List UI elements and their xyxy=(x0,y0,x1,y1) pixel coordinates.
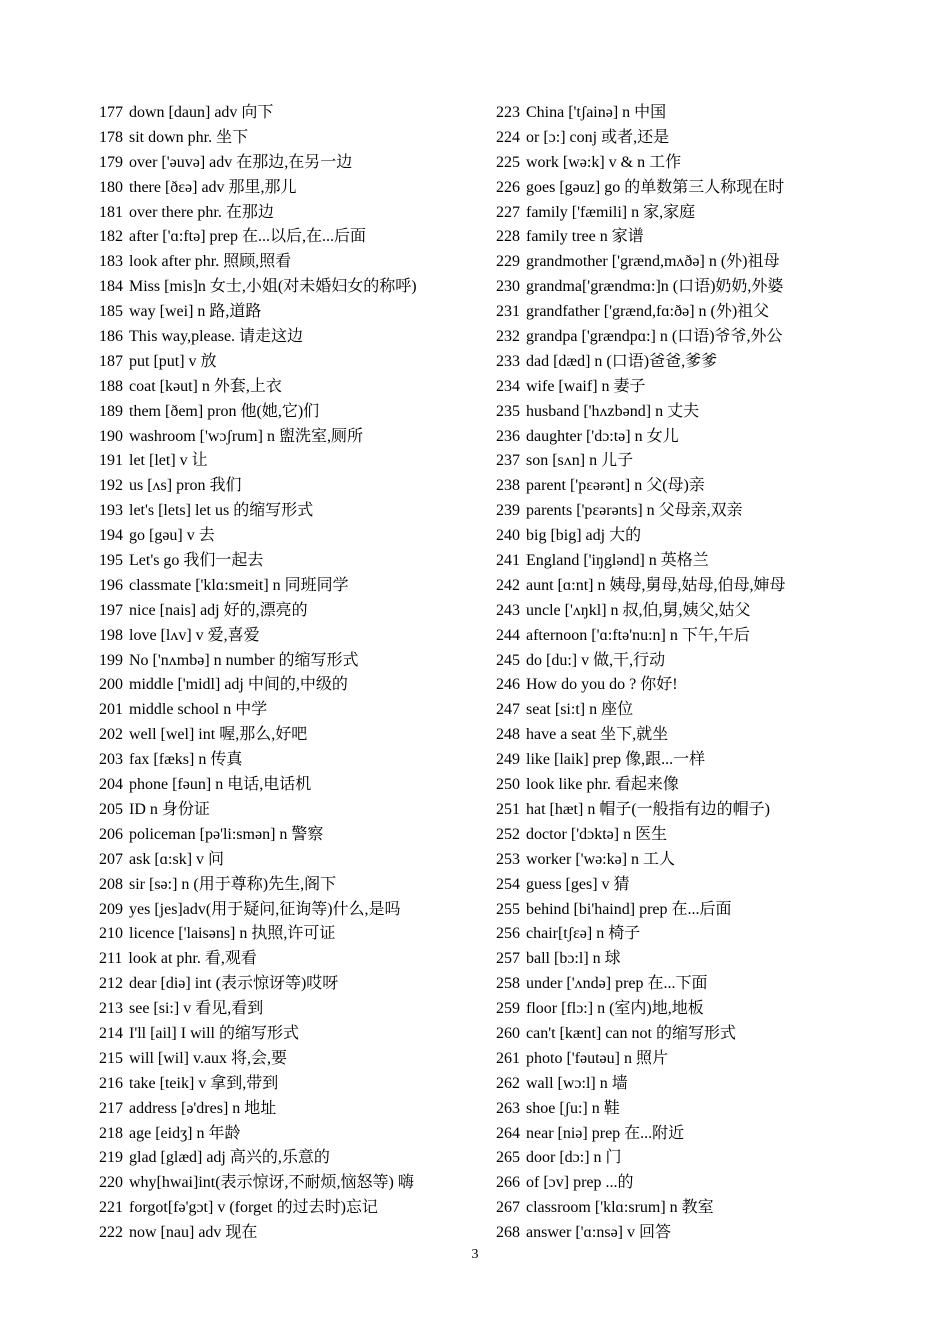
vocab-entry xyxy=(99,400,479,425)
vocab-entry xyxy=(496,922,916,947)
vocab-entry xyxy=(99,873,479,898)
entry-text: Miss [mis]n 女士,小姐(对未婚妇女的称呼) xyxy=(129,278,417,296)
vocab-entry xyxy=(496,649,916,674)
vocab-entry xyxy=(99,723,479,748)
vocab-entry xyxy=(496,375,916,400)
vocab-entry xyxy=(496,1097,916,1122)
vocab-entry xyxy=(496,698,916,723)
vocab-entry xyxy=(496,723,916,748)
vocab-entry xyxy=(99,225,479,250)
vocab-entry xyxy=(99,1022,479,1047)
page-number: 3 xyxy=(471,1247,479,1262)
entry-number: 218 xyxy=(99,1124,123,1142)
entry-number: 214 xyxy=(99,1024,123,1042)
entry-text: can't [kænt] can not 的缩写形式 xyxy=(526,1024,736,1042)
entry-number: 178 xyxy=(99,128,123,146)
entry-text: well [wel] int 喔,那么,好吧 xyxy=(129,726,308,744)
entry-text: door [dɔ:] n 门 xyxy=(526,1149,622,1167)
entry-number: 227 xyxy=(496,203,520,221)
vocab-entry xyxy=(99,1097,479,1122)
entry-text: nice [nais] adj 好的,漂亮的 xyxy=(129,601,308,619)
entry-number: 229 xyxy=(496,253,520,271)
entry-text: daughter ['dɔ:tə] n 女儿 xyxy=(526,427,679,445)
entry-number: 267 xyxy=(496,1199,520,1217)
entry-number: 180 xyxy=(99,178,123,196)
vocab-entry xyxy=(496,1047,916,1072)
vocab-entry xyxy=(99,176,479,201)
entry-number: 262 xyxy=(496,1074,520,1092)
entry-text: love [lʌv] v 爱,喜爱 xyxy=(129,626,260,644)
entry-text: of [ɔv] prep ...的 xyxy=(526,1174,634,1192)
vocab-entry xyxy=(496,748,916,773)
entry-number: 219 xyxy=(99,1149,123,1167)
entry-number: 264 xyxy=(496,1124,520,1142)
entry-number: 247 xyxy=(496,701,520,719)
vocab-entry xyxy=(99,972,479,997)
entry-number: 203 xyxy=(99,751,123,769)
entry-number: 256 xyxy=(496,925,520,943)
entry-text: have a seat 坐下,就坐 xyxy=(526,726,669,744)
entry-number: 207 xyxy=(99,850,123,868)
entry-number: 231 xyxy=(496,303,520,321)
entry-text: ball [bɔ:l] n 球 xyxy=(526,950,621,968)
vocab-entry xyxy=(99,574,479,599)
vocab-entry xyxy=(496,1196,916,1221)
entry-text: behind [bi'haind] prep 在...后面 xyxy=(526,900,732,918)
vocab-entry xyxy=(496,898,916,923)
entry-number: 221 xyxy=(99,1199,123,1217)
entry-text: over there phr. 在那边 xyxy=(129,203,274,221)
entry-number: 195 xyxy=(99,552,123,570)
entry-number: 210 xyxy=(99,925,123,943)
entry-text: address [ə'dres] n 地址 xyxy=(129,1099,277,1117)
vocab-entry xyxy=(496,151,916,176)
vocab-entry xyxy=(496,972,916,997)
entry-text: near [niə] prep 在...附近 xyxy=(526,1124,685,1142)
entry-number: 258 xyxy=(496,975,520,993)
entry-number: 249 xyxy=(496,751,520,769)
entry-text: licence ['laisəns] n 执照,许可证 xyxy=(129,925,336,943)
vocab-entry xyxy=(99,499,479,524)
vocab-entry xyxy=(99,375,479,400)
entry-text: classroom ['klɑ:srum] n 教室 xyxy=(526,1199,714,1217)
vocab-entry xyxy=(496,1072,916,1097)
entry-text: grandma['grændmɑ:]n (口语)奶奶,外婆 xyxy=(526,278,784,296)
vocab-entry xyxy=(496,798,916,823)
vocab-entry xyxy=(496,848,916,873)
entry-text: will [wil] v.aux 将,会,要 xyxy=(129,1049,288,1067)
vocab-entry xyxy=(99,449,479,474)
entry-number: 260 xyxy=(496,1024,520,1042)
entry-text: fax [fæks] n 传真 xyxy=(129,751,243,769)
vocab-entry xyxy=(496,449,916,474)
entry-number: 217 xyxy=(99,1099,123,1117)
vocab-entry xyxy=(496,673,916,698)
entry-number: 192 xyxy=(99,477,123,495)
entry-text: No ['nʌmbə] n number 的缩写形式 xyxy=(129,651,359,669)
entry-number: 235 xyxy=(496,402,520,420)
entry-number: 263 xyxy=(496,1099,520,1117)
vocab-entry xyxy=(99,947,479,972)
entry-text: let [let] v 让 xyxy=(129,452,208,470)
vocab-entry xyxy=(496,524,916,549)
vocab-entry xyxy=(99,1221,479,1246)
entry-number: 189 xyxy=(99,402,123,420)
vocab-entry xyxy=(99,748,479,773)
vocab-entry xyxy=(99,698,479,723)
vocab-entry xyxy=(99,275,479,300)
entry-text: like [laik] prep 像,跟...一样 xyxy=(526,751,706,769)
entry-text: family ['fæmili] n 家,家庭 xyxy=(526,203,696,221)
entry-text: dear [diə] int (表示惊讶等)哎呀 xyxy=(129,975,339,993)
entry-number: 196 xyxy=(99,576,123,594)
entry-number: 255 xyxy=(496,900,520,918)
vocab-entry xyxy=(99,649,479,674)
entry-number: 224 xyxy=(496,128,520,146)
entry-number: 257 xyxy=(496,950,520,968)
right-column xyxy=(496,101,916,1246)
entry-number: 188 xyxy=(99,377,123,395)
entry-text: middle ['midl] adj 中间的,中级的 xyxy=(129,676,348,694)
entry-number: 233 xyxy=(496,352,520,370)
vocab-entry xyxy=(496,176,916,201)
entry-text: son [sʌn] n 儿子 xyxy=(526,452,634,470)
entry-text: parents ['pεərənts] n 父母亲,双亲 xyxy=(526,502,743,520)
entry-text: grandfather ['grænd,fɑ:ðə] n (外)祖父 xyxy=(526,303,770,321)
entry-text: dad [dæd] n (口语)爸爸,爹爹 xyxy=(526,352,718,370)
entry-text: uncle ['ʌŋkl] n 叔,伯,舅,姨父,姑父 xyxy=(526,601,751,619)
vocab-entry xyxy=(496,300,916,325)
entry-number: 181 xyxy=(99,203,123,221)
entry-text: England ['iŋglənd] n 英格兰 xyxy=(526,552,709,570)
entry-text: see [si:] v 看见,看到 xyxy=(129,1000,264,1018)
entry-number: 184 xyxy=(99,278,123,296)
vocab-entry xyxy=(496,773,916,798)
vocab-entry xyxy=(99,1146,479,1171)
vocab-entry xyxy=(99,300,479,325)
entry-text: yes [jes]adv(用于疑问,征询等)什么,是吗 xyxy=(129,900,401,918)
vocab-entry xyxy=(99,922,479,947)
entry-text: wife [waif] n 妻子 xyxy=(526,377,646,395)
entry-number: 254 xyxy=(496,875,520,893)
entry-number: 182 xyxy=(99,228,123,246)
vocab-entry xyxy=(496,599,916,624)
vocab-entry xyxy=(496,400,916,425)
entry-number: 198 xyxy=(99,626,123,644)
entry-text: grandpa ['grændpɑ:] n (口语)爷爷,外公 xyxy=(526,328,783,346)
entry-text: ID n 身份证 xyxy=(129,800,210,818)
vocab-entry xyxy=(99,997,479,1022)
entry-number: 251 xyxy=(496,800,520,818)
vocab-entry xyxy=(99,350,479,375)
entry-number: 183 xyxy=(99,253,123,271)
entry-number: 194 xyxy=(99,527,123,545)
entry-number: 230 xyxy=(496,278,520,296)
entry-text: down [daun] adv 向下 xyxy=(129,104,274,121)
entry-text: work [wə:k] v & n 工作 xyxy=(526,153,682,171)
entry-text: forgot[fə'gɔt] v (forget 的过去时)忘记 xyxy=(129,1199,378,1217)
entry-number: 242 xyxy=(496,576,520,594)
entry-text: policeman [pə'li:smən] n 警察 xyxy=(129,825,324,843)
entry-text: middle school n 中学 xyxy=(129,701,268,719)
entry-text: doctor ['dɔktə] n 医生 xyxy=(526,825,668,843)
entry-text: look like phr. 看起来像 xyxy=(526,776,679,794)
entry-number: 250 xyxy=(496,776,520,794)
vocab-entry xyxy=(496,1171,916,1196)
entry-number: 236 xyxy=(496,427,520,445)
vocab-entry xyxy=(99,848,479,873)
entry-text: age [eidʒ] n 年龄 xyxy=(129,1124,241,1142)
entry-number: 177 xyxy=(99,104,123,121)
entry-number: 197 xyxy=(99,601,123,619)
entry-text: worker ['wə:kə] n 工人 xyxy=(526,850,676,868)
entry-text: ask [ɑ:sk] v 问 xyxy=(129,850,225,868)
vocab-entry xyxy=(99,1171,479,1196)
vocab-entry xyxy=(496,225,916,250)
entry-text: seat [si:t] n 座位 xyxy=(526,701,634,719)
vocab-entry xyxy=(496,350,916,375)
entry-number: 200 xyxy=(99,676,123,694)
entry-text: sit down phr. 坐下 xyxy=(129,128,249,146)
vocab-entry xyxy=(496,499,916,524)
entry-number: 215 xyxy=(99,1049,123,1067)
entry-number: 202 xyxy=(99,726,123,744)
entry-number: 234 xyxy=(496,377,520,395)
entry-text: over ['əuvə] adv 在那边,在另一边 xyxy=(129,153,353,171)
entry-number: 241 xyxy=(496,552,520,570)
vocab-entry xyxy=(496,1221,916,1246)
entry-text: phone [fəun] n 电话,电话机 xyxy=(129,776,312,794)
vocab-entry xyxy=(99,1196,479,1221)
entry-number: 204 xyxy=(99,776,123,794)
entry-number: 191 xyxy=(99,452,123,470)
entry-number: 185 xyxy=(99,303,123,321)
entry-text: shoe [ʃu:] n 鞋 xyxy=(526,1099,620,1117)
entry-text: goes [gəuz] go 的单数第三人称现在时 xyxy=(526,178,785,196)
entry-number: 239 xyxy=(496,502,520,520)
vocab-entry xyxy=(496,549,916,574)
entry-text: look after phr. 照顾,照看 xyxy=(129,253,292,271)
entry-number: 211 xyxy=(99,950,123,968)
vocab-entry xyxy=(99,624,479,649)
entry-text: grandmother ['grænd,mʌðə] n (外)祖母 xyxy=(526,253,780,271)
vocab-entry xyxy=(99,1072,479,1097)
entry-number: 248 xyxy=(496,726,520,744)
entry-number: 252 xyxy=(496,825,520,843)
entry-text: family tree n 家谱 xyxy=(526,228,644,246)
vocab-entry xyxy=(496,823,916,848)
entry-number: 223 xyxy=(496,104,520,121)
vocab-entry xyxy=(496,425,916,450)
entry-text: aunt [ɑ:nt] n 姨母,舅母,姑母,伯母,婶母 xyxy=(526,576,786,594)
vocab-entry xyxy=(496,1022,916,1047)
entry-number: 179 xyxy=(99,153,123,171)
entry-number: 216 xyxy=(99,1074,123,1092)
entry-number: 253 xyxy=(496,850,520,868)
vocab-entry xyxy=(496,325,916,350)
vocab-entry xyxy=(99,549,479,574)
entry-number: 208 xyxy=(99,875,123,893)
entry-number: 190 xyxy=(99,427,123,445)
entry-text: answer ['ɑ:nsə] v 回答 xyxy=(526,1224,671,1242)
entry-number: 205 xyxy=(99,800,123,818)
vocab-entry xyxy=(496,275,916,300)
vocab-entry xyxy=(496,947,916,972)
vocab-entry xyxy=(99,250,479,275)
vocab-entry xyxy=(99,425,479,450)
vocab-entry xyxy=(99,151,479,176)
entry-text: Let's go 我们一起去 xyxy=(129,552,264,570)
entry-number: 243 xyxy=(496,601,520,619)
entry-text: husband ['hʌzbənd] n 丈夫 xyxy=(526,402,700,420)
vocab-entry xyxy=(99,773,479,798)
entry-number: 245 xyxy=(496,651,520,669)
vocab-entry xyxy=(496,873,916,898)
entry-text: This way,please. 请走这边 xyxy=(129,328,304,346)
entry-number: 209 xyxy=(99,900,123,918)
entry-number: 238 xyxy=(496,477,520,495)
entry-number: 265 xyxy=(496,1149,520,1167)
entry-text: under ['ʌndə] prep 在...下面 xyxy=(526,975,708,993)
entry-number: 212 xyxy=(99,975,123,993)
vocab-entry xyxy=(99,1122,479,1147)
entry-number: 266 xyxy=(496,1174,520,1192)
vocab-entry xyxy=(99,126,479,151)
entry-text: How do you do ? 你好! xyxy=(526,676,678,694)
entry-text: floor [flɔ:] n (室内)地,地板 xyxy=(526,1000,704,1018)
entry-text: parent ['pεərənt] n 父(母)亲 xyxy=(526,477,705,495)
entry-text: China ['tʃainə] n 中国 xyxy=(526,104,667,121)
vocab-entry xyxy=(496,201,916,226)
left-column xyxy=(99,101,479,1246)
entry-number: 261 xyxy=(496,1049,520,1067)
entry-text: wall [wɔ:l] n 墙 xyxy=(526,1074,628,1092)
entry-number: 226 xyxy=(496,178,520,196)
vocab-entry xyxy=(496,1146,916,1171)
entry-number: 186 xyxy=(99,328,123,346)
entry-number: 246 xyxy=(496,676,520,694)
entry-text: sir [sə:] n (用于尊称)先生,阁下 xyxy=(129,875,337,893)
vocab-entry xyxy=(99,798,479,823)
entry-number: 237 xyxy=(496,452,520,470)
entry-number: 268 xyxy=(496,1224,520,1242)
entry-text: there [ðεə] adv 那里,那儿 xyxy=(129,178,297,196)
vocab-entry xyxy=(496,101,916,126)
entry-number: 228 xyxy=(496,228,520,246)
entry-text: way [wei] n 路,道路 xyxy=(129,303,262,321)
entry-text: put [put] v 放 xyxy=(129,352,217,370)
entry-number: 199 xyxy=(99,651,123,669)
vocab-entry xyxy=(99,673,479,698)
vocab-entry xyxy=(496,624,916,649)
entry-text: classmate ['klɑ:smeit] n 同班同学 xyxy=(129,576,349,594)
entry-text: hat [hæt] n 帽子(一般指有边的帽子) xyxy=(526,800,770,818)
entry-text: look at phr. 看,观看 xyxy=(128,950,257,968)
vocab-entry xyxy=(496,997,916,1022)
entry-text: chair[tʃεə] n 椅子 xyxy=(526,925,641,943)
entry-number: 259 xyxy=(496,1000,520,1018)
entry-number: 232 xyxy=(496,328,520,346)
vocab-entry xyxy=(496,474,916,499)
vocab-entry xyxy=(496,250,916,275)
entry-text: or [ɔ:] conj 或者,还是 xyxy=(526,128,670,146)
entry-text: take [teik] v 拿到,带到 xyxy=(129,1074,279,1092)
entry-text: photo ['fəutəu] n 照片 xyxy=(526,1049,668,1067)
entry-text: coat [kəut] n 外套,上衣 xyxy=(129,377,282,395)
entry-text: why[hwai]int(表示惊讶,不耐烦,恼怒等) 嗨 xyxy=(129,1174,414,1192)
entry-number: 193 xyxy=(99,502,123,520)
entry-text: after ['ɑ:ftə] prep 在...以后,在...后面 xyxy=(129,228,366,246)
entry-text: big [big] adj 大的 xyxy=(526,527,642,545)
entry-text: guess [ges] v 猜 xyxy=(526,875,630,893)
entry-text: us [ʌs] pron 我们 xyxy=(129,477,242,495)
vocab-entry xyxy=(496,574,916,599)
entry-text: afternoon ['ɑ:ftə'nu:n] n 下午,午后 xyxy=(526,626,750,644)
entry-text: let's [lets] let us 的缩写形式 xyxy=(129,502,314,520)
entry-number: 222 xyxy=(99,1224,123,1242)
vocab-entry xyxy=(99,823,479,848)
entry-number: 220 xyxy=(99,1174,123,1192)
entry-number: 240 xyxy=(496,527,520,545)
entry-text: them [ðem] pron 他(她,它)们 xyxy=(129,402,320,420)
vocab-entry xyxy=(99,201,479,226)
vocab-entry xyxy=(99,101,479,126)
entry-number: 187 xyxy=(99,352,123,370)
entry-text: washroom ['wɔʃrum] n 盥洗室,厕所 xyxy=(129,427,363,445)
entry-text: now [nau] adv 现在 xyxy=(129,1224,258,1242)
entry-number: 213 xyxy=(99,1000,123,1018)
vocab-entry xyxy=(99,599,479,624)
vocab-entry xyxy=(99,474,479,499)
vocab-entry xyxy=(99,524,479,549)
entry-number: 201 xyxy=(99,701,123,719)
vocab-entry xyxy=(99,898,479,923)
entry-number: 225 xyxy=(496,153,520,171)
entry-number: 244 xyxy=(496,626,520,644)
vocab-entry xyxy=(496,126,916,151)
vocab-entry xyxy=(99,1047,479,1072)
entry-text: do [du:] v 做,干,行动 xyxy=(526,651,666,669)
entry-text: go [gəu] v 去 xyxy=(129,527,215,545)
vocab-entry xyxy=(496,1122,916,1147)
vocab-entry xyxy=(99,325,479,350)
entry-number: 206 xyxy=(99,825,123,843)
entry-text: glad [glæd] adj 高兴的,乐意的 xyxy=(129,1149,330,1167)
entry-text: I'll [ail] I will 的缩写形式 xyxy=(129,1024,299,1042)
